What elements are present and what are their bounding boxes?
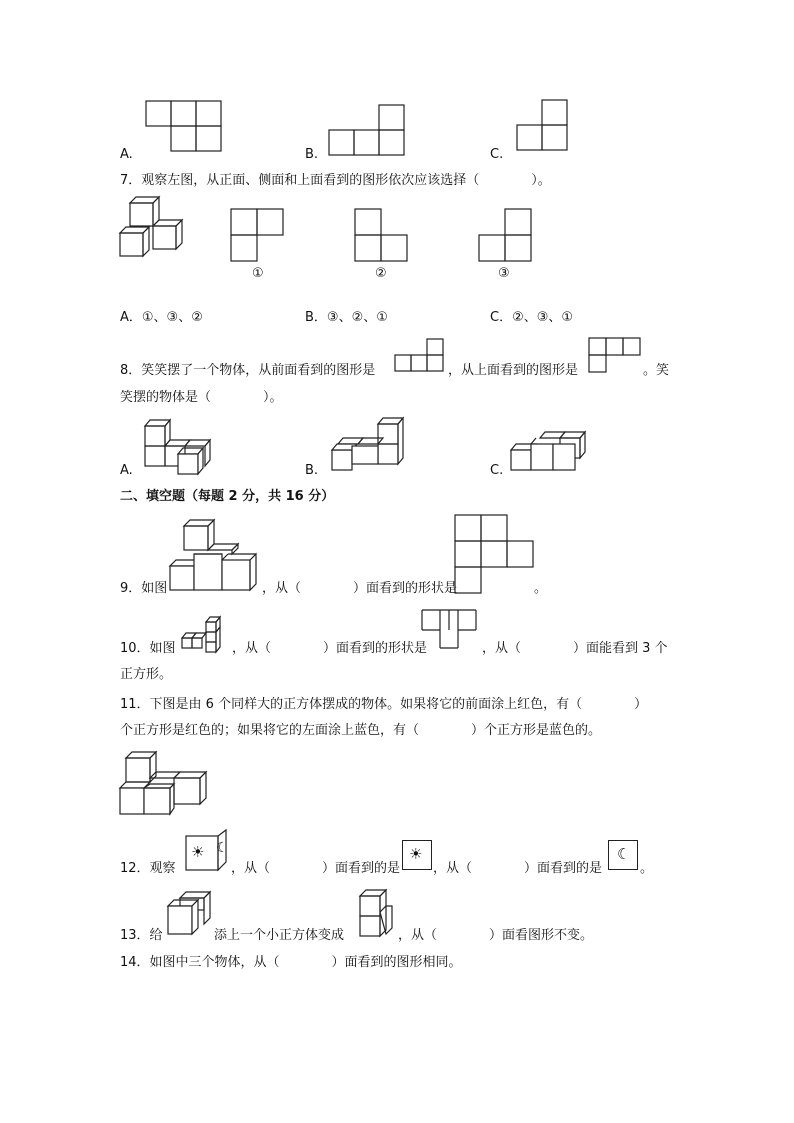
q7-stem: 7．观察左图，从正面、侧面和上面看到的图形依次应该选择（ ）。 xyxy=(120,173,551,188)
q7-option-b: B．③、②、① xyxy=(305,310,388,325)
q12-part3: ，从（ ）面看到的是 xyxy=(433,861,603,876)
q11-line2: 个正方形是红色的；如果将它的左面涂上蓝色，有（ ）个正方形是蓝色的。 xyxy=(120,723,602,738)
section-2-title: 二、填空题（每题 2 分，共 16 分） xyxy=(120,489,335,504)
q10-part1: 10．如图 xyxy=(120,641,176,656)
q13-part2: 添上一个小正方体变成 xyxy=(214,928,345,943)
q7-view-1 xyxy=(228,206,288,266)
q6-option-a-label: A. xyxy=(120,147,133,162)
q12-cube-sun-icon: ☀ xyxy=(191,843,205,861)
q8-option-a-figure xyxy=(140,414,216,474)
q6-option-c-figure xyxy=(510,96,580,158)
q8-stem-line2: 笑摆的物体是（ ）。 xyxy=(120,390,283,405)
q14-text: 14．如图中三个物体，从（ ）面看到的图形相同。 xyxy=(120,955,462,970)
q8-option-c-label: C. xyxy=(490,463,504,478)
q7-option-c: C．②、③、① xyxy=(490,310,574,325)
q8-option-b-label: B. xyxy=(305,463,319,478)
q6-option-a-figure xyxy=(140,98,230,158)
sun-icon: ☀ xyxy=(409,845,423,863)
q9-solid-figure xyxy=(166,518,262,596)
q12-cube-figure xyxy=(184,830,230,876)
q8-stem-part3: 。笑 xyxy=(643,363,670,378)
q8-front-view xyxy=(392,338,448,374)
q11-line1: 11．下图是由 6 个同样大的正方体摆成的物体。如果将它的前面涂上红色，有（ ） xyxy=(120,697,648,712)
q12-part2: ，从（ ）面看到的是 xyxy=(231,861,401,876)
q8-stem-part2: ，从上面看到的图形是 xyxy=(448,363,579,378)
q6-option-b-label: B. xyxy=(305,147,319,162)
q7-view-3-label: ③ xyxy=(498,266,510,281)
q8-stem-part1: 8．笑笑摆了一个物体，从前面看到的图形是 xyxy=(120,363,376,378)
q7-view-2-label: ② xyxy=(375,266,387,281)
q10-view-shape xyxy=(418,606,482,654)
q12-part4: 。 xyxy=(640,861,654,876)
q12-moon-view xyxy=(608,840,638,870)
q7-view-3 xyxy=(476,206,536,266)
q10-part3: ，从（ ）面能看到 3 个 xyxy=(482,641,668,656)
q10-solid-figure xyxy=(176,614,224,654)
q6-option-b-figure xyxy=(325,100,415,160)
q9-view-shape xyxy=(452,512,536,596)
q12-cube-moon-icon: ☾ xyxy=(216,840,229,856)
q9-part2: ，从（ ）面看到的形状是 xyxy=(262,581,458,596)
q8-option-a-label: A. xyxy=(120,463,133,478)
q8-option-b-figure xyxy=(326,414,408,474)
q13-new-figure xyxy=(356,886,396,942)
q7-view-2 xyxy=(352,206,412,266)
q13-original-figure xyxy=(164,890,212,940)
q13-part1: 13．给 xyxy=(120,928,163,943)
q7-solid-figure xyxy=(116,196,192,266)
q11-solid-figure xyxy=(116,746,216,818)
q7-option-a: A．①、③、② xyxy=(120,310,203,325)
q10-part2: ，从（ ）面看到的形状是 xyxy=(232,641,428,656)
q6-option-c-label: C. xyxy=(490,147,504,162)
q12-part1: 12．观察 xyxy=(120,861,176,876)
q8-top-view xyxy=(586,336,644,374)
q9-part3: 。 xyxy=(534,581,548,596)
q7-view-1-label: ① xyxy=(252,266,264,281)
q8-option-c-figure xyxy=(508,424,594,474)
q10-line2: 正方形。 xyxy=(120,667,173,682)
q9-part1: 9．如图 xyxy=(120,581,168,596)
q13-part3: ，从（ ）面看图形不变。 xyxy=(398,928,594,943)
moon-icon: ☾ xyxy=(617,845,631,863)
q12-sun-view xyxy=(402,840,432,870)
